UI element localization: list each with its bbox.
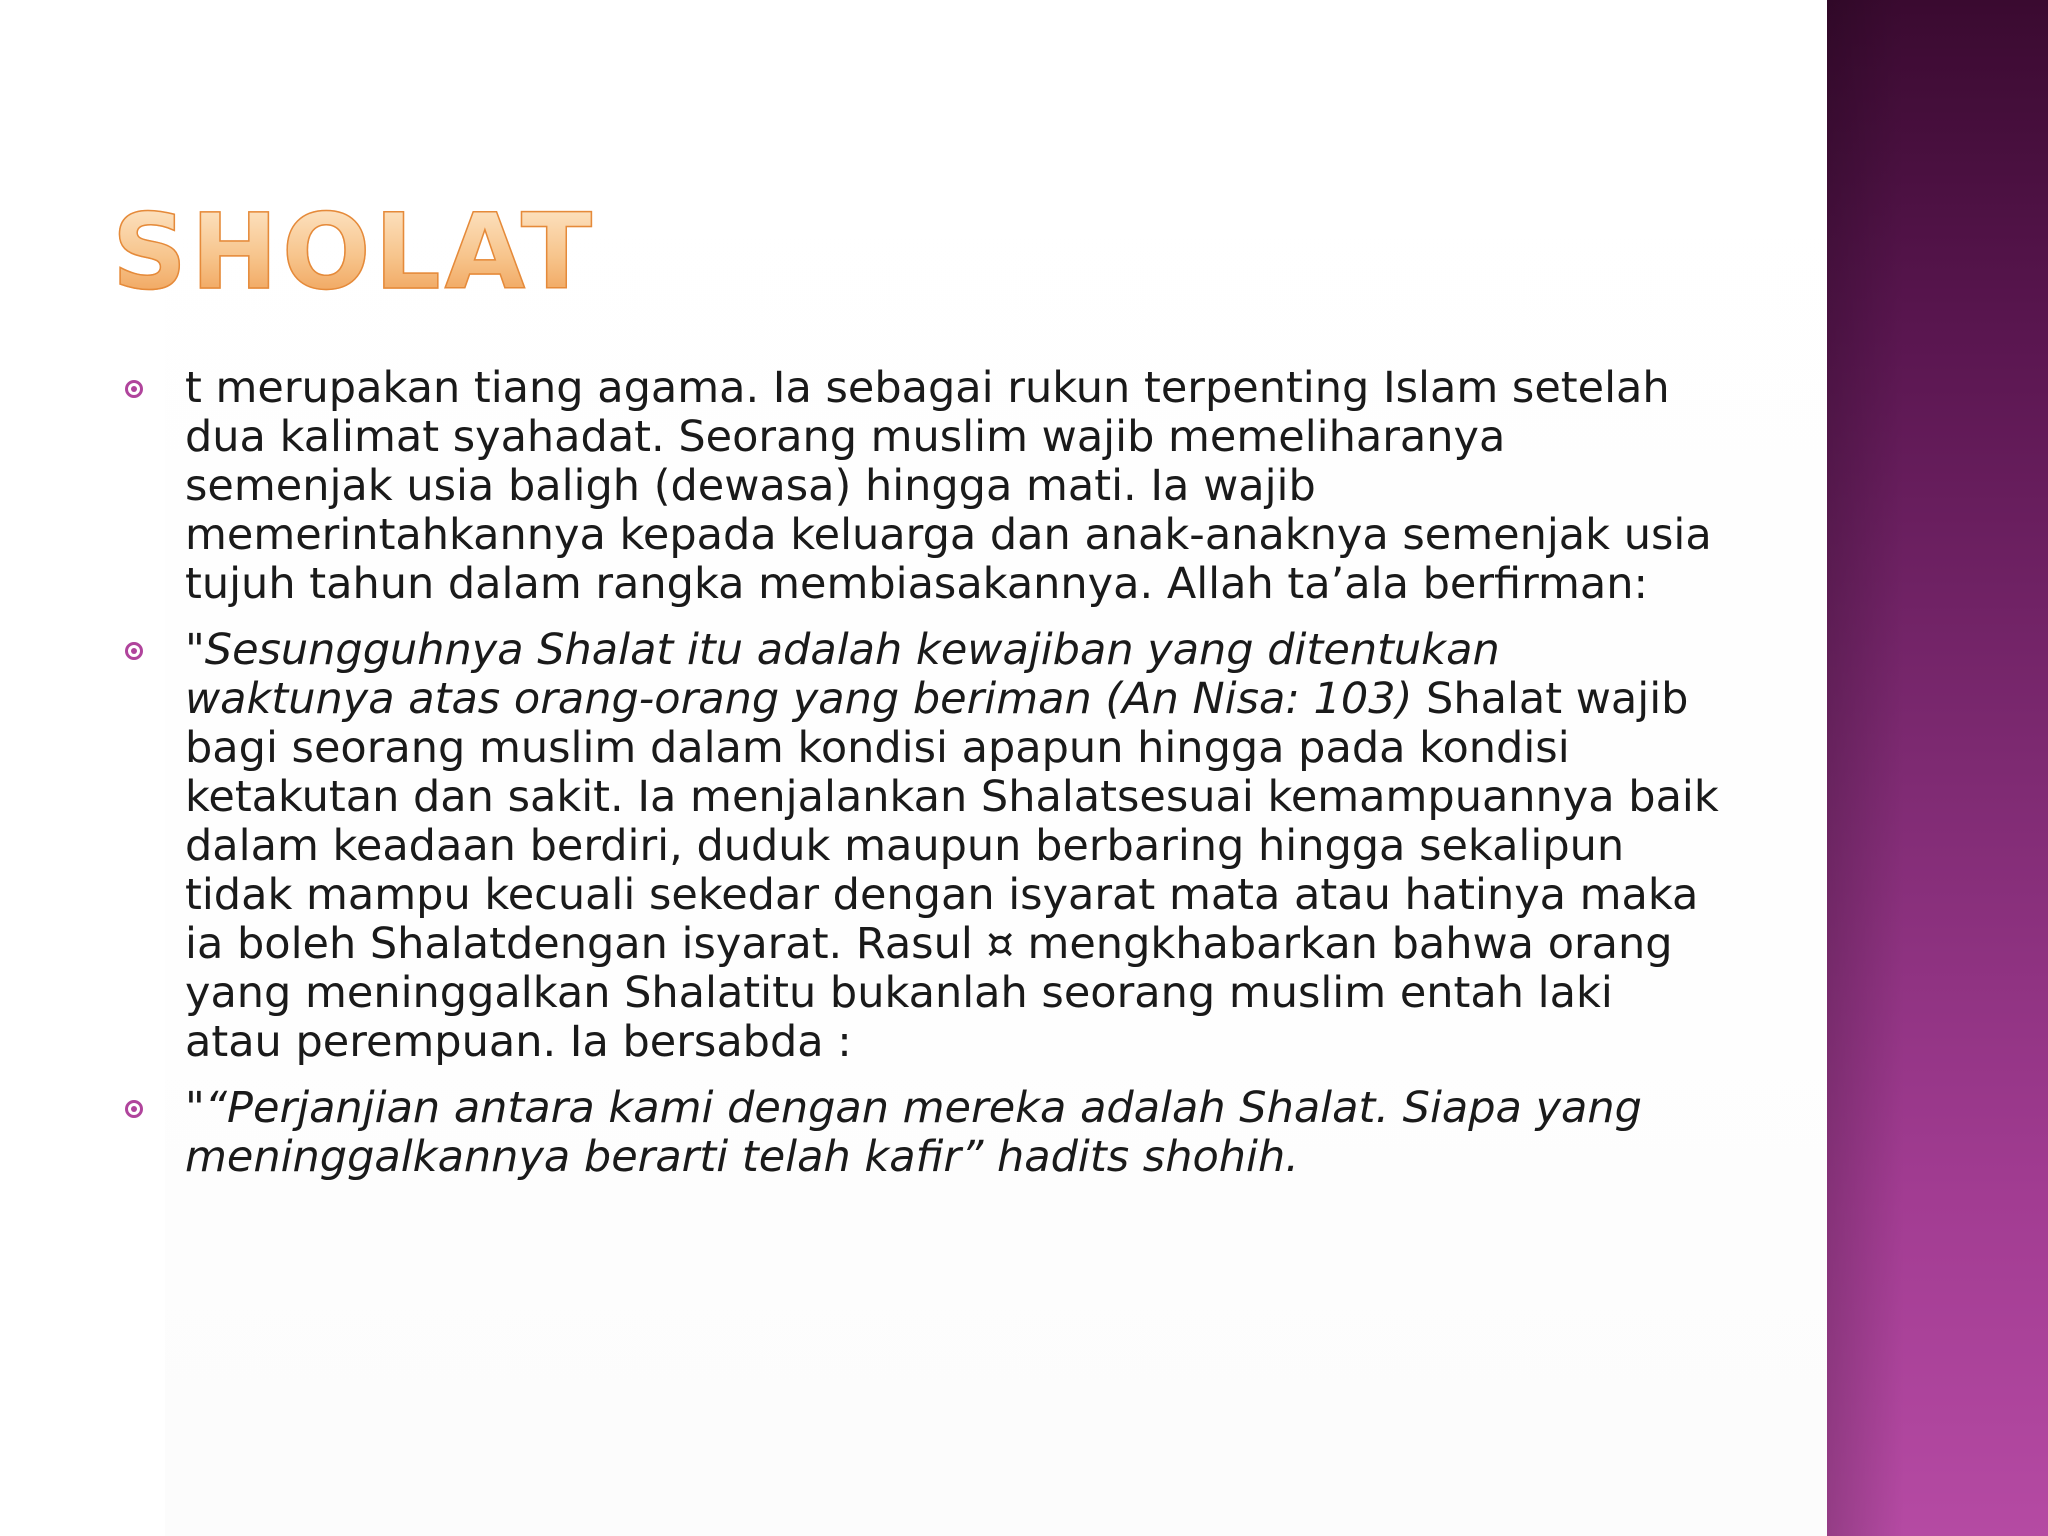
bullet-quote-text: "Sesungguhnya Shalat itu adalah kewajiban yang ditentukan waktunya atas orang-orang yang beriman (An Nisa: 103) (185, 625, 1500, 724)
slide-title: SHOLAT (112, 191, 596, 313)
bullet-text: t merupakan tiang agama. Ia sebagai rukun terpenting Islam setelah dua kalimat syahadat. Seorang muslim wajib memeliharanya semenjak usia baligh (dewasa) hingga mati. Ia wajib memerintahkannya kepada keluarga dan anak-anaknya semenjak usia tujuh tahun dalam rangka membiasakannya. Allah ta’ala berfirman: (185, 363, 1712, 609)
circle-dot-bullet-icon (125, 642, 143, 660)
bullet-quote-text: "“Perjanjian antara kami dengan mereka adalah Shalat. Siapa yang meninggalkannya berarti telah kafir” hadits shohih. (185, 1083, 1642, 1182)
slide-body (122, 364, 1722, 1199)
circle-dot-bullet-icon (125, 380, 143, 398)
side-band-shading (1827, 0, 2048, 1536)
circle-dot-bullet-icon (125, 1100, 143, 1118)
bullet-text: Shalat wajib bagi seorang muslim dalam kondisi apapun hingga pada kondisi ketakutan dan sakit. Ia menjalankan Shalatsesuai kemampuannya baik dalam keadaan berdiri, duduk maupun berbaring hingga sekalipun tidak mampu kecuali sekedar dengan isyarat mata atau hatinya maka ia boleh Shalatdengan isyarat. Rasul ¤ mengkhabarkan bahwa orang yang meninggalkan Shalatitu bukanlah seorang muslim entah laki atau perempuan. Ia bersabda : (185, 674, 1719, 1067)
bullet-item-1 (122, 364, 1722, 609)
bullet-item-3 (122, 1084, 1722, 1182)
bullet-item-2 (122, 626, 1722, 1067)
